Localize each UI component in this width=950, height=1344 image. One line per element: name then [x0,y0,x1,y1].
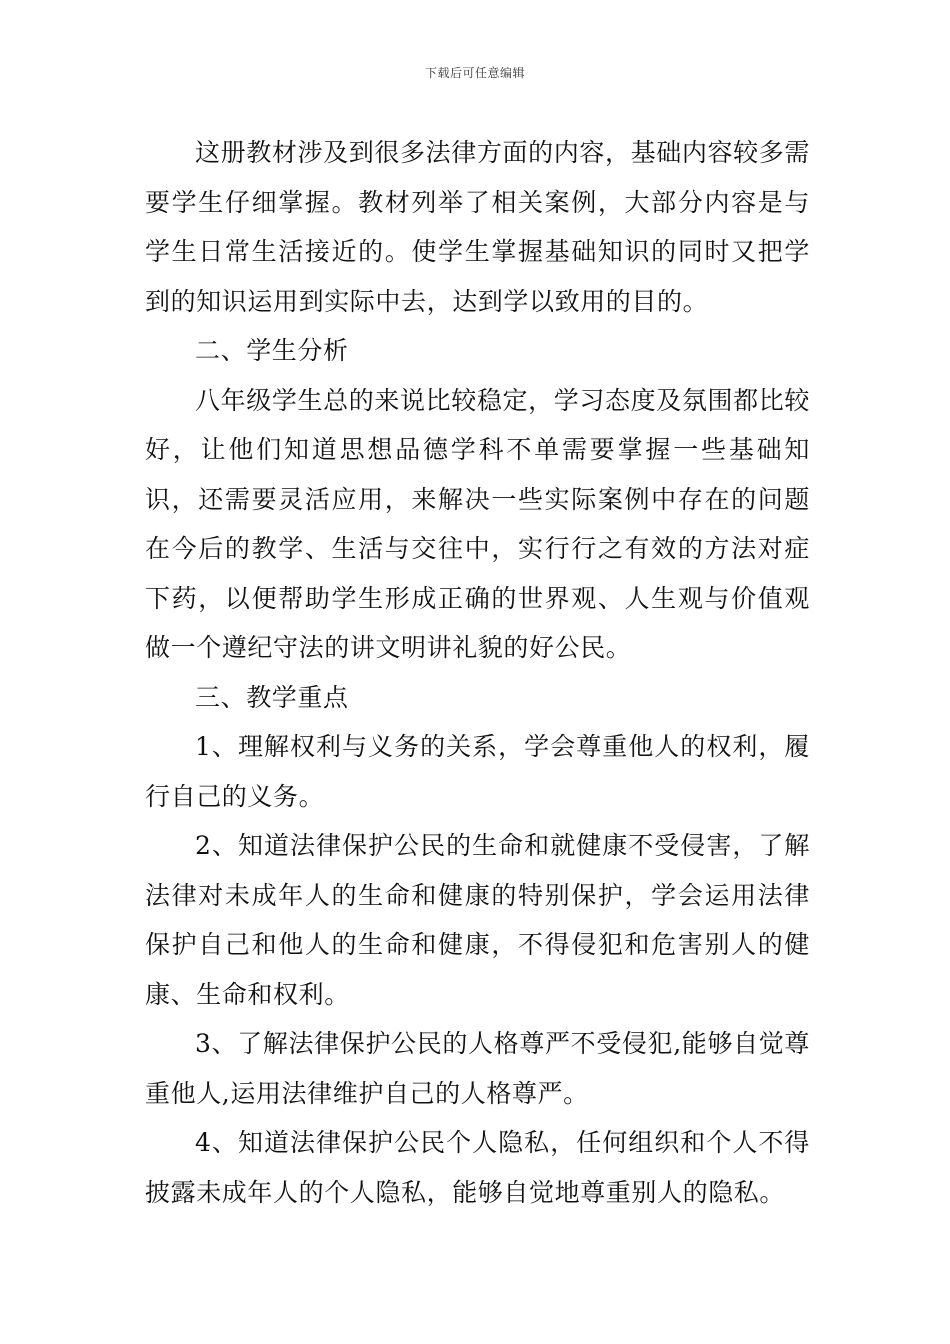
list-item-focus-2: 2、知道法律保护公民的生命和就健康不受侵害，了解法律对未成年人的生命和健康的特别保护，学会运用法律保护自己和他人的生命和健康，不得侵犯和危害别人的健康、生命和权利。 [145,831,810,1009]
list-item-focus-4: 4、知道法律保护公民个人隐私，任何组织和个人不得披露未成年人的个人隐私，能够自觉地尊重别人的隐私。 [145,1128,810,1207]
list-item-focus-1: 1、理解权利与义务的关系，学会尊重他人的权利，履行自己的义务。 [145,732,810,811]
list-item-focus-3: 3、了解法律保护公民的人格尊严不受侵犯,能够自觉尊重他人,运用法律维护自己的人格尊严。 [145,1029,810,1108]
document-body [145,128,810,1217]
page-header: 下载后可任意编辑 [424,66,525,80]
section-heading-teaching-focus: 三、教学重点 [195,682,349,712]
paragraph-textbook-intro: 这册教材涉及到很多法律方面的内容，基础内容较多需要学生仔细掌握。教材列举了相关案例，大部分内容是与学生日常生活接近的。使学生掌握基础知识的同时又把学到的知识运用到实际中去，达到学以致用的目的。 [145,138,810,316]
section-heading-student-analysis: 二、学生分析 [195,336,349,365]
paragraph-student-analysis: 八年级学生总的来说比较稳定，学习态度及氛围都比较好，让他们知道思想品德学科不单需要掌握一些基础知识，还需要灵活应用，来解决一些实际案例中存在的问题在今后的教学、生活与交往中，实行行之有效的方法对症下药，以便帮助学生形成正确的世界观、人生观与价值观做一个遵纪守法的讲文明讲礼貌的好公民。 [145,385,810,662]
